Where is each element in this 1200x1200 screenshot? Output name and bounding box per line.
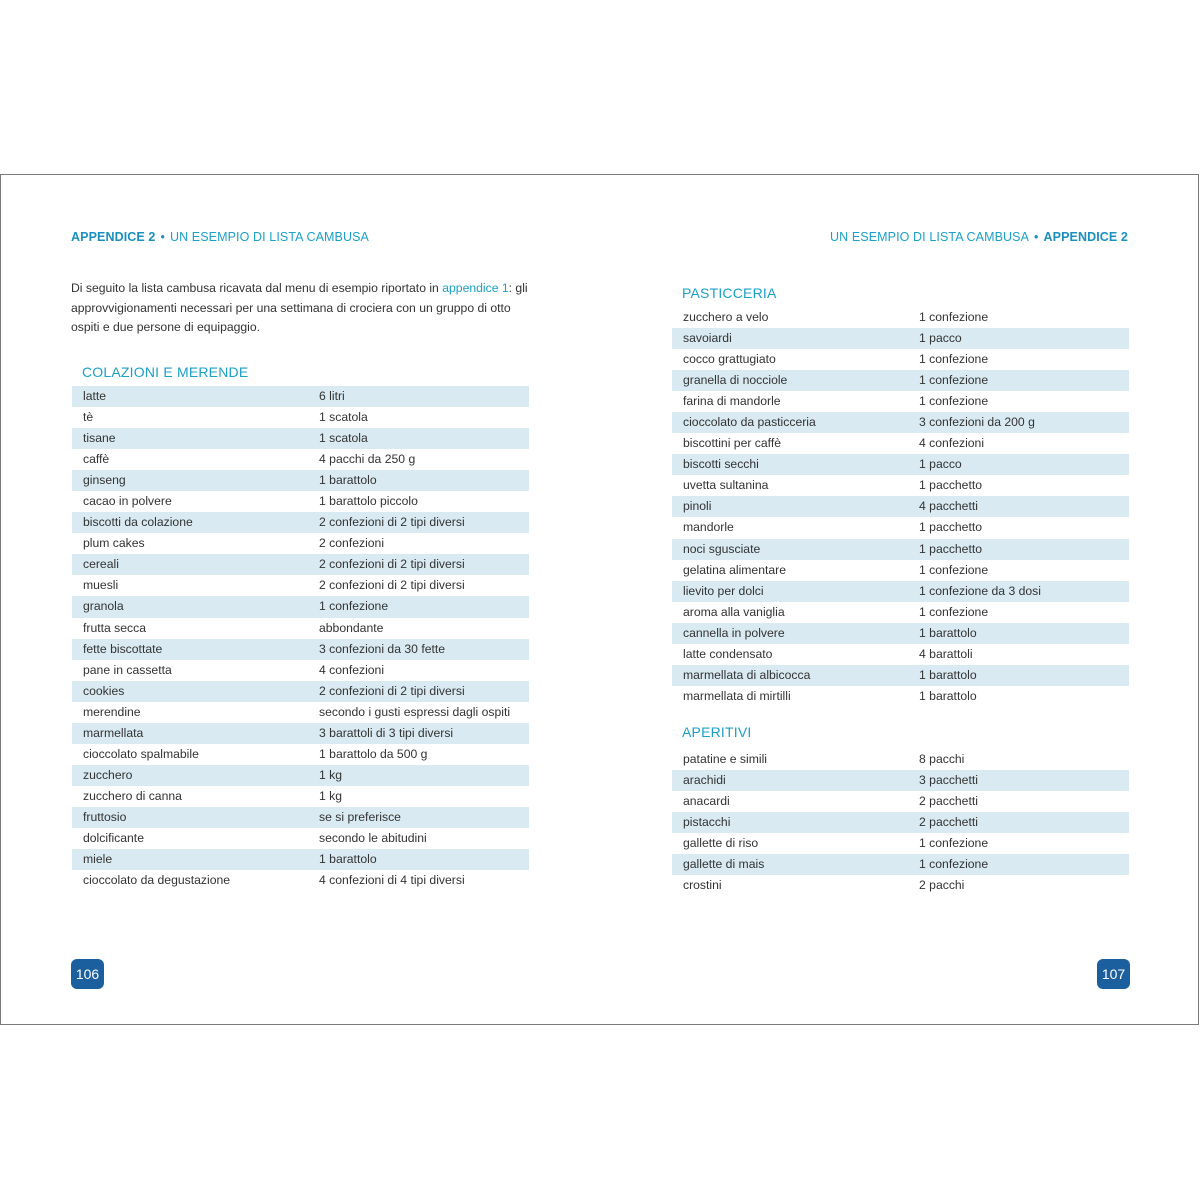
item-name: pistacchi xyxy=(683,815,731,830)
item-name: cioccolato da degustazione xyxy=(83,873,231,888)
separator-dot: • xyxy=(160,230,165,244)
separator-dot: • xyxy=(1034,230,1039,244)
item-name: crostini xyxy=(683,878,722,893)
table-row xyxy=(672,791,1129,812)
item-name: uvetta sultanina xyxy=(683,478,769,493)
item-name: cereali xyxy=(83,557,119,572)
item-quantity: 1 pacchetto xyxy=(919,478,983,493)
item-quantity: 3 barattoli di 3 tipi diversi xyxy=(319,725,454,740)
table-colazioni xyxy=(72,386,529,891)
item-name: cioccolato da pasticceria xyxy=(683,415,816,430)
item-quantity: 1 confezione xyxy=(319,599,389,614)
item-quantity: 1 confezione xyxy=(919,373,989,388)
table-row xyxy=(72,596,529,617)
table-row xyxy=(672,770,1129,791)
item-name: aroma alla vaniglia xyxy=(683,604,785,619)
table-row xyxy=(72,554,529,575)
table-row xyxy=(72,386,529,407)
table-row xyxy=(72,639,529,660)
item-name: fette biscottate xyxy=(83,641,163,656)
table-row xyxy=(72,618,529,639)
item-name: farina di mandorle xyxy=(683,394,781,409)
item-name: cocco grattugiato xyxy=(683,352,776,367)
table-row xyxy=(672,539,1129,560)
item-quantity: secondo i gusti espressi dagli ospiti xyxy=(319,704,511,719)
item-name: zucchero xyxy=(83,767,133,782)
item-name: granola xyxy=(83,599,124,614)
item-name: savoiardi xyxy=(683,331,732,346)
table-row xyxy=(672,875,1129,896)
item-quantity: 3 confezioni da 30 fette xyxy=(319,641,446,656)
table-row xyxy=(672,833,1129,854)
item-quantity: 1 scatola xyxy=(319,410,368,425)
item-name: merendine xyxy=(83,704,141,719)
item-quantity: 1 confezione xyxy=(919,836,989,851)
table-row xyxy=(72,491,529,512)
item-name: fruttosio xyxy=(83,809,127,824)
item-name: latte condensato xyxy=(683,646,773,661)
item-name: cookies xyxy=(83,683,125,698)
table-pasticceria xyxy=(672,307,1129,707)
table-row xyxy=(72,428,529,449)
item-quantity: 2 confezioni di 2 tipi diversi xyxy=(319,578,465,593)
appendix-link[interactable]: appendice 1 xyxy=(442,281,509,295)
item-quantity: 1 confezione xyxy=(919,857,989,872)
table-row xyxy=(672,686,1129,707)
item-quantity: 1 confezione xyxy=(919,394,989,409)
table-row xyxy=(672,328,1129,349)
item-quantity: 1 barattolo xyxy=(319,852,377,867)
item-quantity: 2 confezioni di 2 tipi diversi xyxy=(319,557,465,572)
item-name: mandorle xyxy=(683,520,734,535)
item-quantity: 3 confezioni da 200 g xyxy=(919,415,1035,430)
table-row xyxy=(672,475,1129,496)
item-quantity: 4 confezioni di 4 tipi diversi xyxy=(319,873,465,888)
item-name: marmellata di mirtilli xyxy=(683,688,791,703)
item-quantity: 4 confezioni xyxy=(319,662,385,677)
section-title-aperitivi: APERITIVI xyxy=(682,724,752,740)
item-name: tisane xyxy=(83,431,116,446)
item-quantity: 6 litri xyxy=(319,389,345,403)
item-name: miele xyxy=(83,852,113,867)
item-quantity: 2 confezioni xyxy=(319,536,385,551)
item-name: marmellata xyxy=(83,725,144,740)
item-name: gelatina alimentare xyxy=(683,562,786,577)
table-row xyxy=(672,370,1129,391)
item-quantity: 1 pacco xyxy=(919,457,962,472)
item-name: plum cakes xyxy=(83,536,145,551)
item-name: arachidi xyxy=(683,773,726,788)
item-name: granella di nocciole xyxy=(683,373,788,388)
appendix-label: APPENDICE 2 xyxy=(71,230,156,244)
table-row xyxy=(72,449,529,470)
item-name: lievito per dolci xyxy=(683,583,764,598)
table-row xyxy=(672,349,1129,370)
item-quantity: 1 barattolo xyxy=(319,473,377,488)
table-row xyxy=(72,786,529,807)
table-aperitivi xyxy=(672,749,1129,896)
table-row xyxy=(672,496,1129,517)
item-quantity: 8 pacchi xyxy=(919,752,965,766)
table-row xyxy=(72,660,529,681)
item-name: cioccolato spalmabile xyxy=(83,746,199,761)
intro-paragraph xyxy=(71,279,541,338)
item-quantity: 2 confezioni di 2 tipi diversi xyxy=(319,515,465,530)
table-row xyxy=(72,533,529,554)
section-title-colazioni: COLAZIONI E MERENDE xyxy=(82,364,249,380)
table-row xyxy=(672,812,1129,833)
page-number-right: 107 xyxy=(1097,959,1130,989)
item-quantity: 1 confezione xyxy=(919,562,989,577)
item-quantity: se si preferisce xyxy=(319,809,401,824)
table-row xyxy=(672,602,1129,623)
item-name: biscotti secchi xyxy=(683,457,759,472)
item-name: anacardi xyxy=(683,794,730,809)
table-row xyxy=(72,828,529,849)
item-quantity: 1 confezione xyxy=(919,310,989,324)
table-row xyxy=(672,749,1129,770)
table-row xyxy=(72,723,529,744)
item-name: noci sgusciate xyxy=(683,541,761,556)
item-name: zucchero a velo xyxy=(683,310,769,324)
item-quantity: 3 pacchetti xyxy=(919,773,978,788)
item-name: pinoli xyxy=(683,499,712,514)
item-quantity: 1 barattolo da 500 g xyxy=(319,746,428,761)
table-row xyxy=(672,307,1129,328)
table-row xyxy=(672,560,1129,581)
table-row xyxy=(72,702,529,723)
item-name: dolcificante xyxy=(83,830,144,845)
item-quantity: 2 pacchetti xyxy=(919,815,978,830)
item-name: muesli xyxy=(83,578,119,593)
table-row xyxy=(672,391,1129,412)
item-quantity: 1 barattolo piccolo xyxy=(319,494,418,509)
section-title-pasticceria: PASTICCERIA xyxy=(682,285,777,301)
item-quantity: 1 barattolo xyxy=(919,688,977,703)
item-name: zucchero di canna xyxy=(83,788,182,803)
item-quantity: 1 confezione xyxy=(919,604,989,619)
item-name: latte xyxy=(83,389,107,403)
table-row xyxy=(72,744,529,765)
item-name: gallette di riso xyxy=(683,836,759,851)
running-head-right xyxy=(830,230,1128,244)
table-row xyxy=(72,807,529,828)
table-row xyxy=(72,681,529,702)
item-name: patatine e simili xyxy=(683,752,767,766)
table-row xyxy=(672,581,1129,602)
item-quantity: 1 scatola xyxy=(319,431,368,446)
item-name: pane in cassetta xyxy=(83,662,172,677)
item-quantity: 1 pacco xyxy=(919,331,962,346)
item-quantity: 1 confezione da 3 dosi xyxy=(919,583,1041,598)
running-head-left xyxy=(71,230,369,244)
item-quantity: abbondante xyxy=(319,620,384,635)
item-quantity: 2 pacchetti xyxy=(919,794,978,809)
appendix-label: APPENDICE 2 xyxy=(1043,230,1128,244)
item-name: cacao in polvere xyxy=(83,494,172,509)
table-row xyxy=(672,433,1129,454)
item-name: biscottini per caffè xyxy=(683,436,782,451)
intro-text: : gli approvvigionamenti necessari per una settimana di crociera con un gruppo di otto ospiti e due persone di equipaggio. xyxy=(71,281,528,334)
table-row xyxy=(72,575,529,596)
item-quantity: 1 pacchetto xyxy=(919,541,983,556)
item-quantity: 2 pacchi xyxy=(919,878,965,893)
item-name: biscotti da colazione xyxy=(83,515,193,530)
item-name: marmellata di albicocca xyxy=(683,667,811,682)
item-name: caffè xyxy=(83,452,110,467)
table-row xyxy=(672,517,1129,538)
table-row xyxy=(72,870,529,891)
item-quantity: 4 pacchi da 250 g xyxy=(319,452,416,467)
table-row xyxy=(672,454,1129,475)
item-quantity: 1 barattolo xyxy=(919,667,977,682)
item-quantity: 1 barattolo xyxy=(919,625,977,640)
page-number-left: 106 xyxy=(71,959,104,989)
item-quantity: 4 confezioni xyxy=(919,436,985,451)
table-row xyxy=(672,644,1129,665)
item-quantity: 1 confezione xyxy=(919,352,989,367)
table-row xyxy=(672,854,1129,875)
table-row xyxy=(72,849,529,870)
item-quantity: 1 pacchetto xyxy=(919,520,983,535)
chapter-title: UN ESEMPIO DI LISTA CAMBUSA xyxy=(169,230,369,244)
table-row xyxy=(672,412,1129,433)
item-quantity: 2 confezioni di 2 tipi diversi xyxy=(319,683,465,698)
table-row xyxy=(72,512,529,533)
chapter-title: UN ESEMPIO DI LISTA CAMBUSA xyxy=(830,230,1030,244)
item-name: gallette di mais xyxy=(683,857,765,872)
item-name: frutta secca xyxy=(83,620,146,635)
item-quantity: secondo le abitudini xyxy=(319,830,427,845)
table-row xyxy=(72,470,529,491)
table-row xyxy=(672,665,1129,686)
table-row xyxy=(672,623,1129,644)
item-quantity: 1 kg xyxy=(319,788,343,803)
item-quantity: 4 barattoli xyxy=(919,646,973,661)
table-row xyxy=(72,765,529,786)
table-row xyxy=(72,407,529,428)
item-name: cannella in polvere xyxy=(683,625,785,640)
item-quantity: 1 kg xyxy=(319,767,343,782)
intro-text: Di seguito la lista cambusa ricavata dal menu di esempio riportato in xyxy=(71,281,443,295)
item-quantity: 4 pacchetti xyxy=(919,499,978,514)
item-name: ginseng xyxy=(83,473,126,488)
item-name: tè xyxy=(83,410,94,425)
book-spread xyxy=(0,174,1199,1025)
